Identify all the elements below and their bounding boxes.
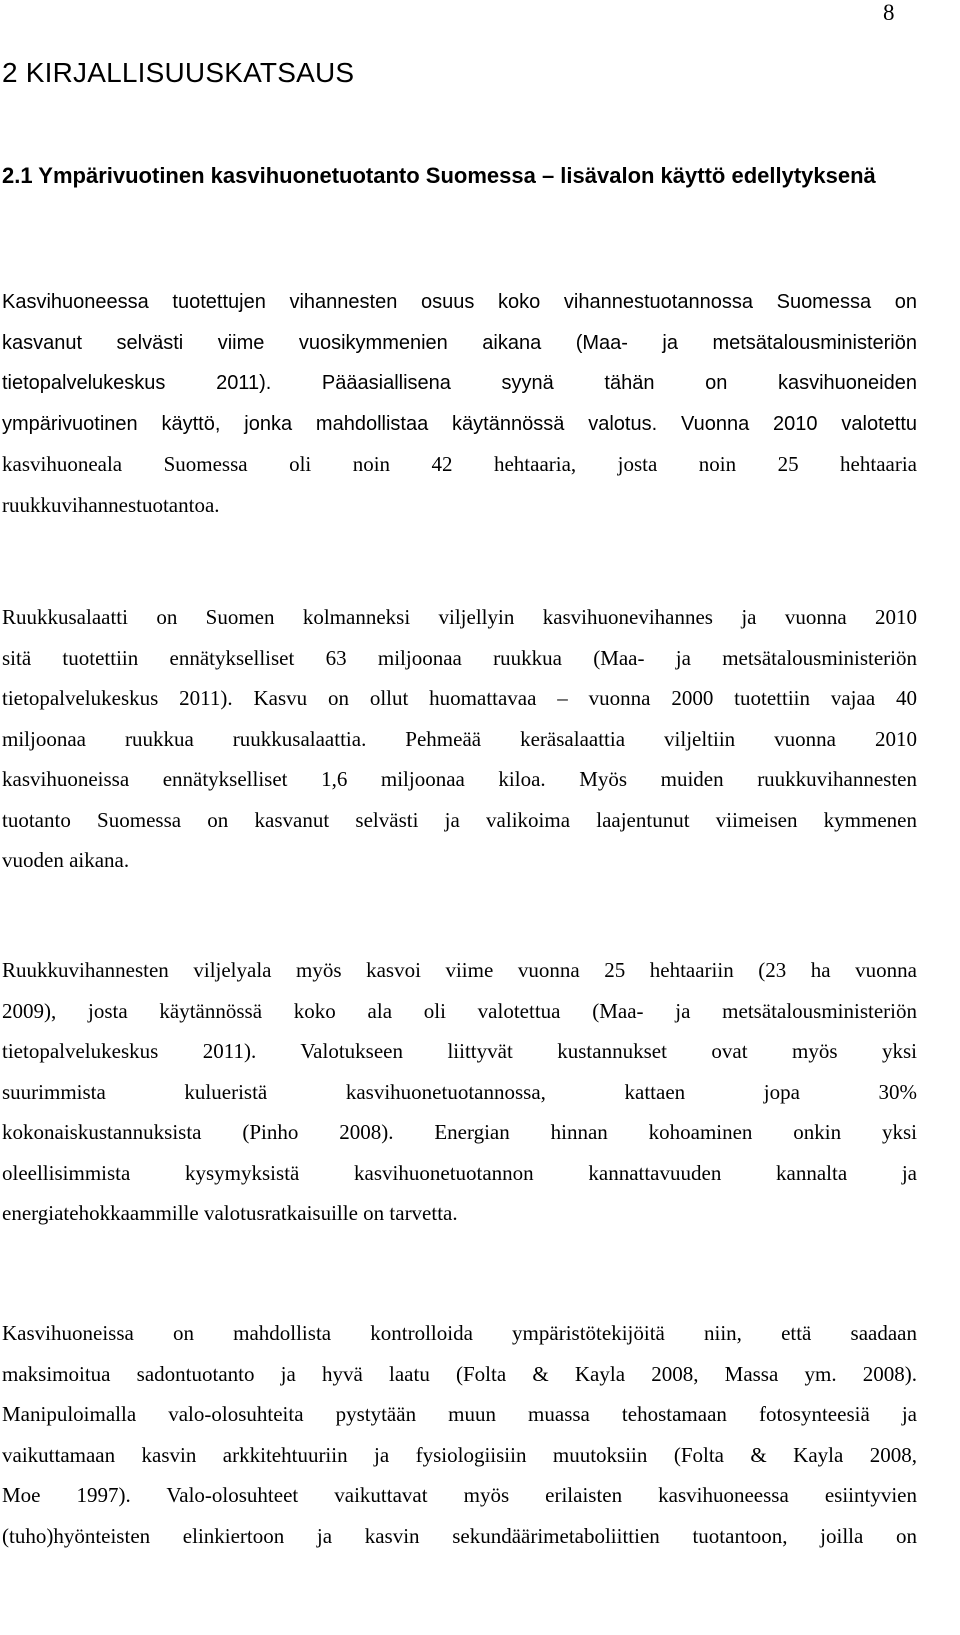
paragraph-line: (tuho)hyönteisten elinkiertoon ja kasvin sekundäärimetaboliittien tuotantoon, joilla on (2, 1523, 917, 1548)
paragraph-4 (2, 1313, 917, 1556)
paragraph-line: tietopalvelukeskus 2011). Valotukseen liittyvät kustannukset ovat myös yksi (2, 1039, 917, 1063)
paragraph-line: tietopalvelukeskus 2011). Pääasiallisena syynä tähän on kasvihuoneiden (2, 372, 917, 394)
paragraph-line: tuotanto Suomessa on kasvanut selvästi ja valikoima laajentunut viimeisen kymmenen (2, 807, 917, 832)
paragraph-line: kokonaiskustannuksista (Pinho 2008). Energian hinnan kohoaminen onkin yksi (2, 1120, 917, 1144)
paragraph-3 (2, 950, 917, 1234)
paragraph-line: energiatehokkaammille valotusratkaisuille on tarvetta. (2, 1201, 458, 1225)
paragraph-2 (2, 597, 917, 881)
paragraph-line: kasvanut selvästi viime vuosikymmenien aikana (Maa- ja metsätalousministeriön (2, 331, 917, 354)
paragraph-line: ympärivuotinen käyttö, jonka mahdollistaa käytännössä valotus. Vuonna 2010 valotettu (2, 412, 917, 435)
paragraph-line: Ruukkuvihannesten viljelyala myös kasvoi viime vuonna 25 hehtaariin (23 ha vuonna (2, 958, 917, 982)
paragraph-line: Ruukkusalaatti on Suomen kolmanneksi viljellyin kasvihuonevihannes ja vuonna 2010 (2, 605, 917, 629)
paragraph-line: oleellisimmista kysymyksistä kasvihuonetuotannon kannattavuuden kannalta ja (2, 1160, 917, 1185)
paragraph-line: Kasvihuoneessa tuotettujen vihannesten osuus koko vihannestuotannossa Suomessa on (2, 291, 917, 313)
paragraph-line: maksimoitua sadontuotanto ja hyvä laatu (Folta & Kayla 2008, Massa ym. 2008). (2, 1361, 917, 1386)
paragraph-line: vuoden aikana. (2, 848, 130, 872)
paragraph-line: tietopalvelukeskus 2011). Kasvu on ollut huomattavaa – vuonna 2000 tuotettiin vajaa 40 (2, 686, 917, 710)
paragraph-line: Kasvihuoneissa on mahdollista kontrolloida ympäristötekijöitä niin, että saadaan (2, 1321, 917, 1345)
paragraph-line: miljoonaa ruukkua ruukkusalaattia. Pehmeää keräsalaattia viljeltiin vuonna 2010 (2, 726, 917, 751)
paragraph-line: sitä tuotettiin ennätykselliset 63 miljoonaa ruukkua (Maa- ja metsätalousministeriön (2, 645, 917, 670)
paragraph-line: ruukkuvihannestuotantoa. (2, 492, 220, 517)
paragraph-line: 2009), josta käytännössä koko ala oli valotettua (Maa- ja metsätalousministeriön (2, 998, 917, 1023)
section-title: 2.1 Ympärivuotinen kasvihuonetuotanto Suomessa – lisävalon käyttö edellytyksenä (2, 163, 876, 188)
paragraph-line: kasvihuoneala Suomessa oli noin 42 hehtaaria, josta noin 25 hehtaaria (2, 452, 917, 476)
paragraph-line: Moe 1997). Valo-olosuhteet vaikuttavat myös erilaisten kasvihuoneessa esiintyvien (2, 1483, 917, 1507)
paragraph-1 (2, 282, 917, 525)
paragraph-line: kasvihuoneissa ennätykselliset 1,6 miljoonaa kiloa. Myös muiden ruukkuvihannesten (2, 767, 917, 791)
paragraph-line: Manipuloimalla valo-olosuhteita pystytään muun muassa tehostamaan fotosynteesiä ja (2, 1402, 917, 1426)
page-number: 8 (883, 0, 895, 25)
paragraph-line: vaikuttamaan kasvin arkkitehtuuriin ja fysiologiisiin muutoksiin (Folta & Kayla 2008, (2, 1442, 917, 1467)
paragraph-line: suurimmista kulueristä kasvihuonetuotannossa, kattaen jopa 30% (2, 1079, 917, 1104)
chapter-title: 2 KIRJALLISUUSKATSAUS (2, 57, 355, 88)
